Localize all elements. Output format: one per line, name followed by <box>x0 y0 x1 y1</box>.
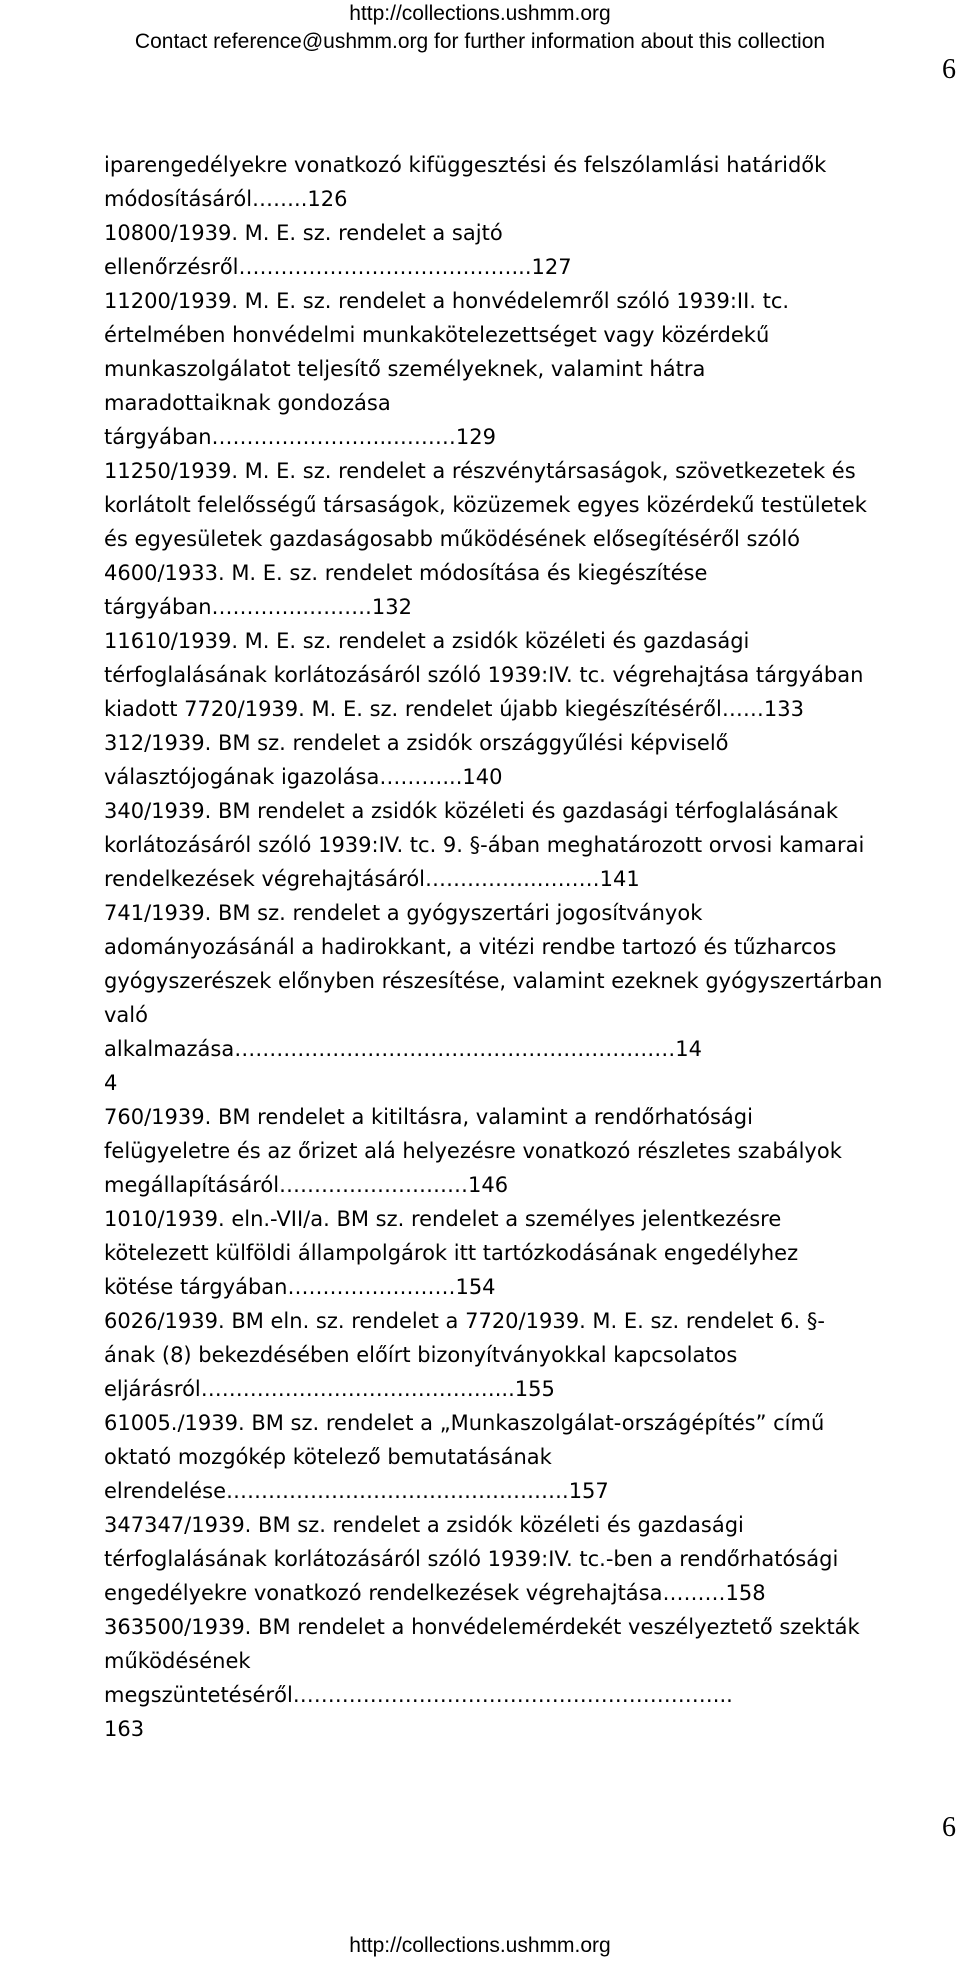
text-line: alkalmazása………………………………………………………14 <box>104 1037 702 1061</box>
text-line: értelmében honvédelmi munkakötelezettséget vagy közérdekű <box>104 323 770 347</box>
page-number-top: 6 <box>942 54 956 85</box>
text-line: elrendelése………………………………………….157 <box>104 1479 609 1503</box>
text-line: rendelkezések végrehajtásáról…………….………141 <box>104 867 640 891</box>
text-line: eljárásról……………………………………...155 <box>104 1377 555 1401</box>
text-line: módosításáról……..126 <box>104 187 348 211</box>
text-line: engedélyekre vonatkozó rendelkezések végrehajtása………158 <box>104 1581 766 1605</box>
text-line: tárgyában……………………..………129 <box>104 425 496 449</box>
text-line: maradottaiknak gondozása <box>104 391 391 415</box>
document-header <box>0 0 960 56</box>
text-line: ellenőrzésről…………………………………...127 <box>104 255 572 279</box>
document-body <box>104 148 960 1746</box>
text-line: való <box>104 1003 148 1027</box>
header-url: http://collections.ushmm.org <box>349 2 611 25</box>
text-line: iparengedélyekre vonatkozó kifüggesztési és felszólamlási határidők <box>104 153 827 177</box>
text-line: munkaszolgálatot teljesítő személyeknek, valamint hátra <box>104 357 706 381</box>
text-line: megszüntetéséről……………………………………………………... <box>104 1683 733 1707</box>
text-line: választójogának igazolása………...140 <box>104 765 503 789</box>
text-line: kötése tárgyában……………………154 <box>104 1275 496 1299</box>
text-line: 363500/1939. BM rendelet a honvédelemérdekét veszélyeztető szekták <box>104 1615 860 1639</box>
text-line: 760/1939. BM rendelet a kitiltásra, valamint a rendőrhatósági <box>104 1105 753 1129</box>
text-line: oktató mozgókép kötelező bemutatásának <box>104 1445 552 1469</box>
text-line: felügyeletre és az őrizet alá helyezésre vonatkozó részletes szabályok <box>104 1139 842 1163</box>
text-line: 340/1939. BM rendelet a zsidók közéleti és gazdasági térfoglalásának <box>104 799 839 823</box>
text-line: gyógyszerészek előnyben részesítése, valamint ezeknek gyógyszertárban <box>104 969 883 993</box>
text-line: 163 <box>104 1717 145 1741</box>
text-line: 10800/1939. M. E. sz. rendelet a sajtó <box>104 221 503 245</box>
text-line: 4600/1933. M. E. sz. rendelet módosítása és kiegészítése <box>104 561 708 585</box>
text-line: 347347/1939. BM sz. rendelet a zsidók közéleti és gazdasági <box>104 1513 744 1537</box>
page-number-bottom: 6 <box>942 1812 956 1843</box>
text-line: 741/1939. BM sz. rendelet a gyógyszertári jogosítványok <box>104 901 703 925</box>
text-line: 11200/1939. M. E. sz. rendelet a honvédelemről szóló 1939:II. tc. <box>104 289 790 313</box>
footer-url: http://collections.ushmm.org <box>349 1934 611 1957</box>
text-line: 11610/1939. M. E. sz. rendelet a zsidók közéleti és gazdasági <box>104 629 750 653</box>
text-line: 1010/1939. eln.-VII/a. BM sz. rendelet a személyes jelentkezésre <box>104 1207 782 1231</box>
header-contact-note: Contact reference@ushmm.org for further information about this collection <box>134 30 826 53</box>
text-line: korlátozásáról szóló 1939:IV. tc. 9. §-ában meghatározott orvosi kamarai <box>104 833 865 857</box>
text-line: tárgyában………….……….132 <box>104 595 412 619</box>
text-line: működésének <box>104 1649 251 1673</box>
text-line: kiadott 7720/1939. M. E. sz. rendelet újabb kiegészítéséről……133 <box>104 697 804 721</box>
text-line: térfoglalásának korlátozásáról szóló 1939:IV. tc. végrehajtása tárgyában <box>104 663 864 687</box>
text-line: 6026/1939. BM eln. sz. rendelet a 7720/1939. M. E. sz. rendelet 6. §- <box>104 1309 825 1333</box>
text-line: adományozásánál a hadirokkant, a vitézi rendbe tartozó és tűzharcos <box>104 935 837 959</box>
text-line: korlátolt felelősségű társaságok, közüzemek egyes közérdekű testületek <box>104 493 867 517</box>
text-line: 11250/1939. M. E. sz. rendelet a részvénytársaságok, szövetkezetek és <box>104 459 856 483</box>
text-line: és egyesületek gazdaságosabb működésének elősegítéséről szóló <box>104 527 801 551</box>
text-line: 312/1939. BM sz. rendelet a zsidók országgyűlési képviselő <box>104 731 729 755</box>
text-line: ának (8) bekezdésében előírt bizonyítványokkal kapcsolatos <box>104 1343 738 1367</box>
text-line: 61005./1939. BM sz. rendelet a „Munkaszolgálat-országépítés” című <box>104 1411 825 1435</box>
text-line: 4 <box>104 1071 118 1095</box>
text-line: térfoglalásának korlátozásáról szóló 1939:IV. tc.-ben a rendőrhatósági <box>104 1547 839 1571</box>
text-line: kötelezett külföldi állampolgárok itt tartózkodásának engedélyhez <box>104 1241 799 1265</box>
text-line: megállapításáról………………………146 <box>104 1173 509 1197</box>
